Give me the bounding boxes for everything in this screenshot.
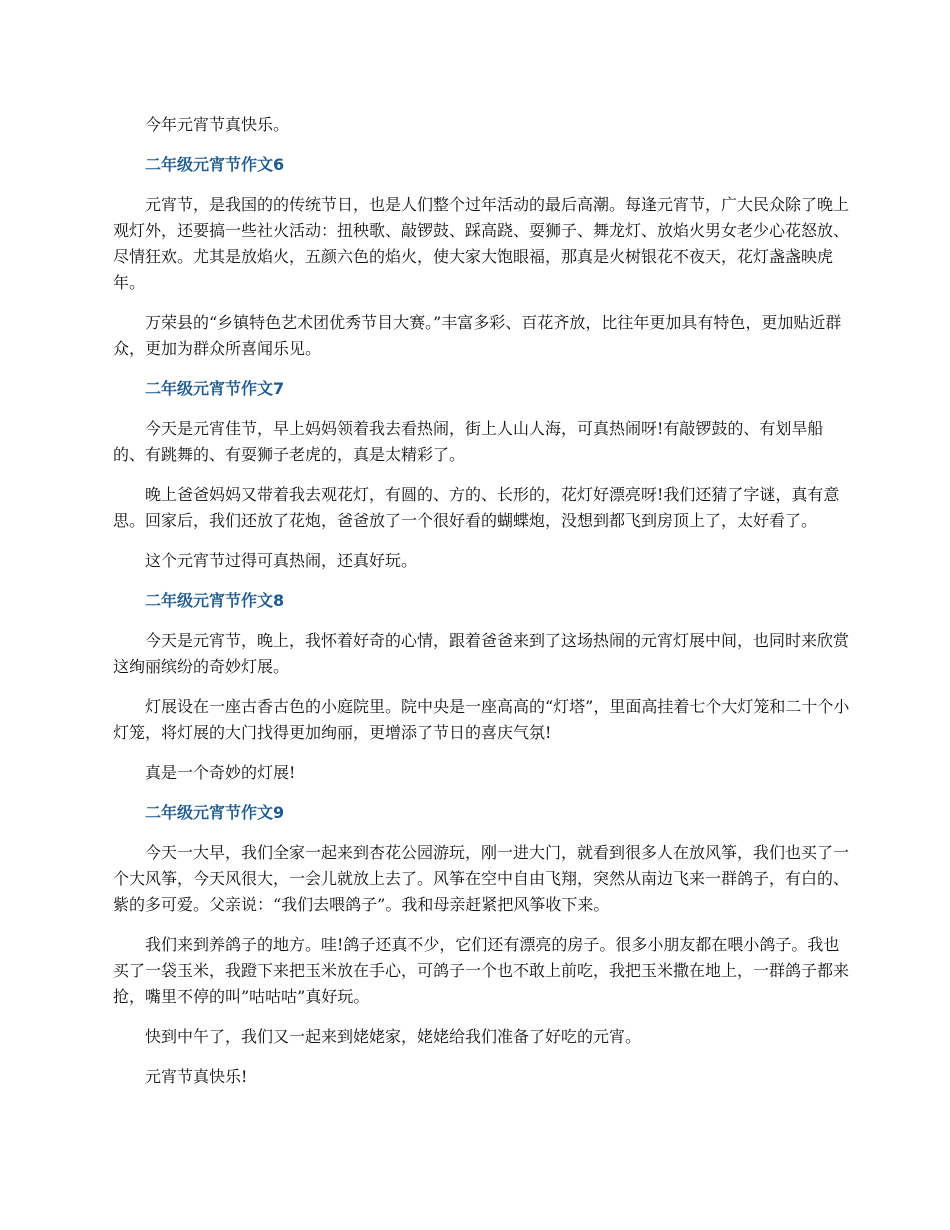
- section-heading: 二年级元宵节作文9: [145, 803, 285, 822]
- section-heading: 二年级元宵节作文6: [145, 155, 285, 174]
- paragraph: 真是一个奇妙的灯展!: [145, 763, 296, 782]
- paragraph: 快到中午了，我们又一起来到姥姥家，姥姥给我们准备了好吃的元宵。: [145, 1027, 642, 1046]
- section-heading: 二年级元宵节作文7: [145, 379, 285, 398]
- paragraph: 今天是元宵节，晚上，我怀着好奇的心情，跟着爸爸来到了这场热闹的元宵灯展中间，也同时来欣赏这绚丽缤纷的奇妙灯展。: [113, 631, 850, 676]
- paragraph: 今天一大早，我们全家一起来到杏花公园游玩，刚一进大门，就看到很多人在放风筝，我们也买了一个大风筝，今天风很大，一会儿就放上去了。风筝在空中自由飞翔，突然从南边飞来一群鸽子，有白的、紫的多可爱。父亲说：“我们去喂鸽子”。我和母亲赶紧把风筝收下来。: [113, 843, 850, 914]
- paragraph: 元宵节真快乐!: [145, 1067, 248, 1086]
- paragraph: 元宵节，是我国的的传统节日，也是人们整个过年活动的最后高潮。每逢元宵节，广大民众除了晚上观灯外，还要搞一些社火活动：扭秧歌、敲锣鼓、踩高跷、耍狮子、舞龙灯、放焰火男女老少心花怒放、尽情狂欢。尤其是放焰火，五颜六色的焰火，使大家大饱眼福，那真是火树银花不夜天，花灯盏盏映虎年。: [113, 195, 850, 292]
- paragraph: 我们来到养鸽子的地方。哇!鸽子还真不少，它们还有漂亮的房子。很多小朋友都在喂小鸽子。我也买了一袋玉米，我蹬下来把玉米放在手心，可鸽子一个也不敢上前吃，我把玉米撒在地上，一群鸽子都来抢，嘴里不停的叫”咕咕咕”真好玩。: [113, 935, 850, 1006]
- section-heading: 二年级元宵节作文8: [145, 591, 285, 610]
- paragraph: 万荣县的“乡镇特色艺术团优秀节目大赛。”丰富多彩、百花齐放，比往年更加具有特色，更加贴近群众，更加为群众所喜闻乐见。: [113, 313, 842, 358]
- paragraph: 今天是元宵佳节，早上妈妈领着我去看热闹，街上人山人海，可真热闹呀!有敲锣鼓的、有划旱船的、有跳舞的、有耍狮子老虎的，真是太精彩了。: [113, 419, 824, 464]
- paragraph: 晚上爸爸妈妈又带着我去观花灯，有圆的、方的、长形的，花灯好漂亮呀!我们还猜了字谜，真有意思。回家后，我们还放了花炮，爸爸放了一个很好看的蝴蝶炮，没想到都飞到房顶上了，太好看了。: [113, 485, 840, 530]
- document-body: [113, 112, 853, 1104]
- paragraph: 这个元宵节过得可真热闹，还真好玩。: [145, 551, 418, 570]
- paragraph: 今年元宵节真快乐。: [145, 115, 290, 134]
- paragraph: 灯展设在一座古香古色的小庭院里。院中央是一座高高的“灯塔”，里面高挂着七个大灯笼和二十个小灯笼，将灯展的大门找得更加绚丽，更增添了节日的喜庆气氛!: [113, 697, 850, 742]
